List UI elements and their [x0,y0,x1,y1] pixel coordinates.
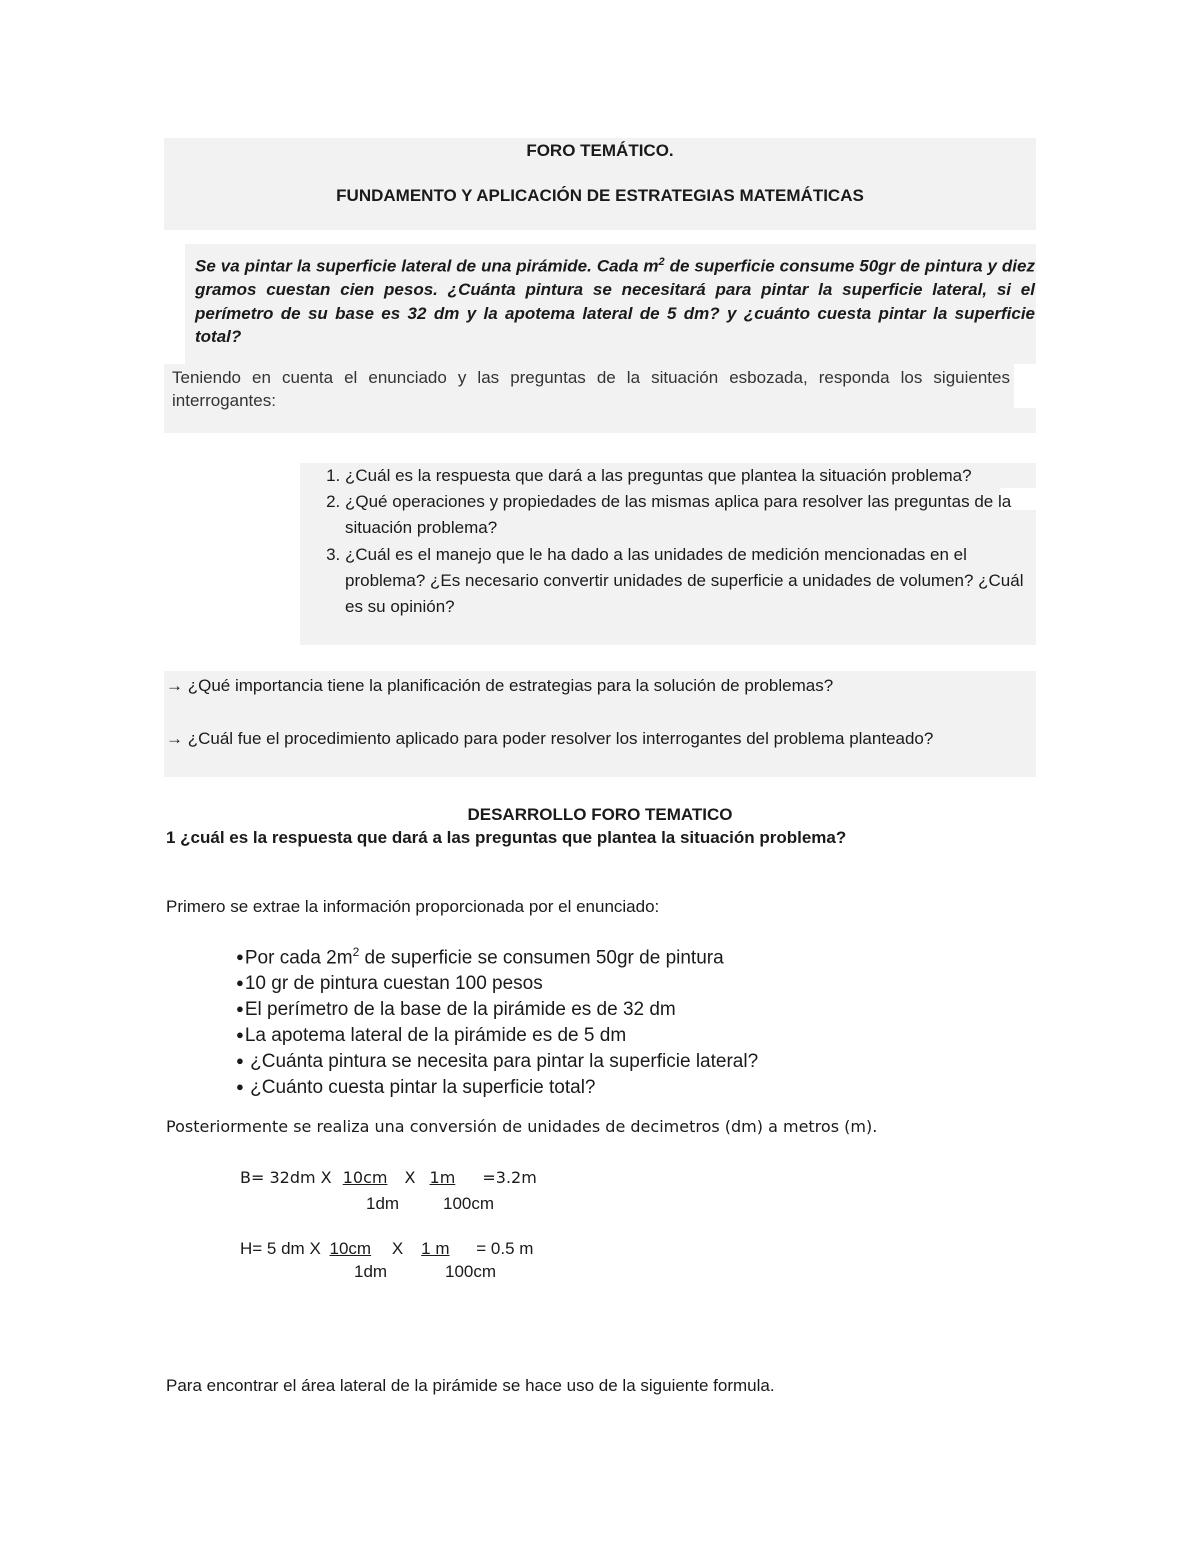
fraction-numerator: 1m [429,1168,456,1187]
list-item: ●El perímetro de la base de la pirámide es de 32 dm [236,996,758,1022]
fraction-denominator: 1dm [366,1194,400,1213]
list-item: ● ¿Cuánto cuesta pintar la superficie total? [236,1074,758,1100]
page-subtitle: FUNDAMENTO Y APLICACIÓN DE ESTRATEGIAS MATEMÁTICAS [336,186,864,205]
intro-white-patch [1014,364,1036,408]
fraction-numerator: 10cm [329,1239,372,1258]
page-title: FORO TEMÁTICO. [526,141,674,160]
list-item: ●Por cada $2m^2$ de superficie se consumen 50gr de pintura [236,945,724,969]
arrow-question-1: → ¿Qué importancia tiene la planificación de estrategias para la solución de problemas? [166,676,834,695]
list-item: 1. ¿Cuál es la respuesta que dará a las preguntas que plantea la situación problema? [345,463,1036,489]
equation-base: B= 32dm X 10cm X 1m =3.2m [240,1168,537,1187]
fraction-denominator: 100cm [443,1194,495,1213]
question-list [300,463,1036,620]
conversion-paragraph: Posteriormente se realiza una conversión de unidades de decimetros (dm) a metros (m). [166,1117,878,1136]
fraction-numerator: 1 m [421,1239,450,1258]
list-item: ● ¿Cuánta pintura se necesita para pintar la superficie lateral? [236,1048,758,1074]
section-title: DESARROLLO FORO TEMATICO [467,805,733,824]
list-item: ●La apotema lateral de la pirámide es de 5 dm [236,1022,758,1048]
lead-paragraph: Primero se extrae la información proporcionada por el enunciado: [166,897,660,916]
problem-statement: Se va pintar la superficie lateral de una pirámide. Cada $m^2$ de superficie consume 50gr de pintura y diez gramos cuestan cien pesos. ¿Cuánta pintura se necesitará para pintar la superficie lateral, si el perímetro de su base es 32 dm y la apotema lateral de 5 dm? y ¿cuánto cuesta pintar la superficie total? [195,256,1035,347]
list-item: ●10 gr de pintura cuestan 100 pesos [236,970,758,996]
facts-list [236,940,758,1100]
bullet-icon: ● [236,1027,244,1043]
bullet-icon: ● [236,975,244,991]
fraction-denominator: 1dm [354,1262,388,1281]
fraction-numerator: 10cm [342,1168,388,1187]
equation-height: H= 5 dm X 10cm X 1 m = 0.5 m [240,1239,534,1258]
bullet-icon: ● [236,1053,244,1069]
bullet-icon: ● [236,949,244,965]
bullet-icon: ● [236,1079,244,1095]
bullet-icon: ● [236,1001,244,1017]
final-paragraph: Para encontrar el área lateral de la pirámide se hace uso de la siguiente formula. [166,1376,775,1395]
list-item: 2. ¿Qué operaciones y propiedades de las mismas aplica para resolver las preguntas de la situación problema? [345,489,1036,541]
arrow-question-2: → ¿Cuál fue el procedimiento aplicado para poder resolver los interrogantes del problema planteado? [166,729,934,748]
fraction-denominator: 100cm [445,1262,497,1281]
intro-paragraph: Teniendo en cuenta el enunciado y las preguntas de la situación esbozada, responda los siguientes interrogantes: [172,368,1010,410]
list-item: 3. ¿Cuál es el manejo que le ha dado a las unidades de medición mencionadas en el problema? ¿Es necesario convertir unidades de superficie a unidades de volumen? ¿Cuál es su opinión? [345,542,1036,621]
question-heading: 1 ¿cuál es la respuesta que dará a las preguntas que plantea la situación problema? [166,828,847,847]
